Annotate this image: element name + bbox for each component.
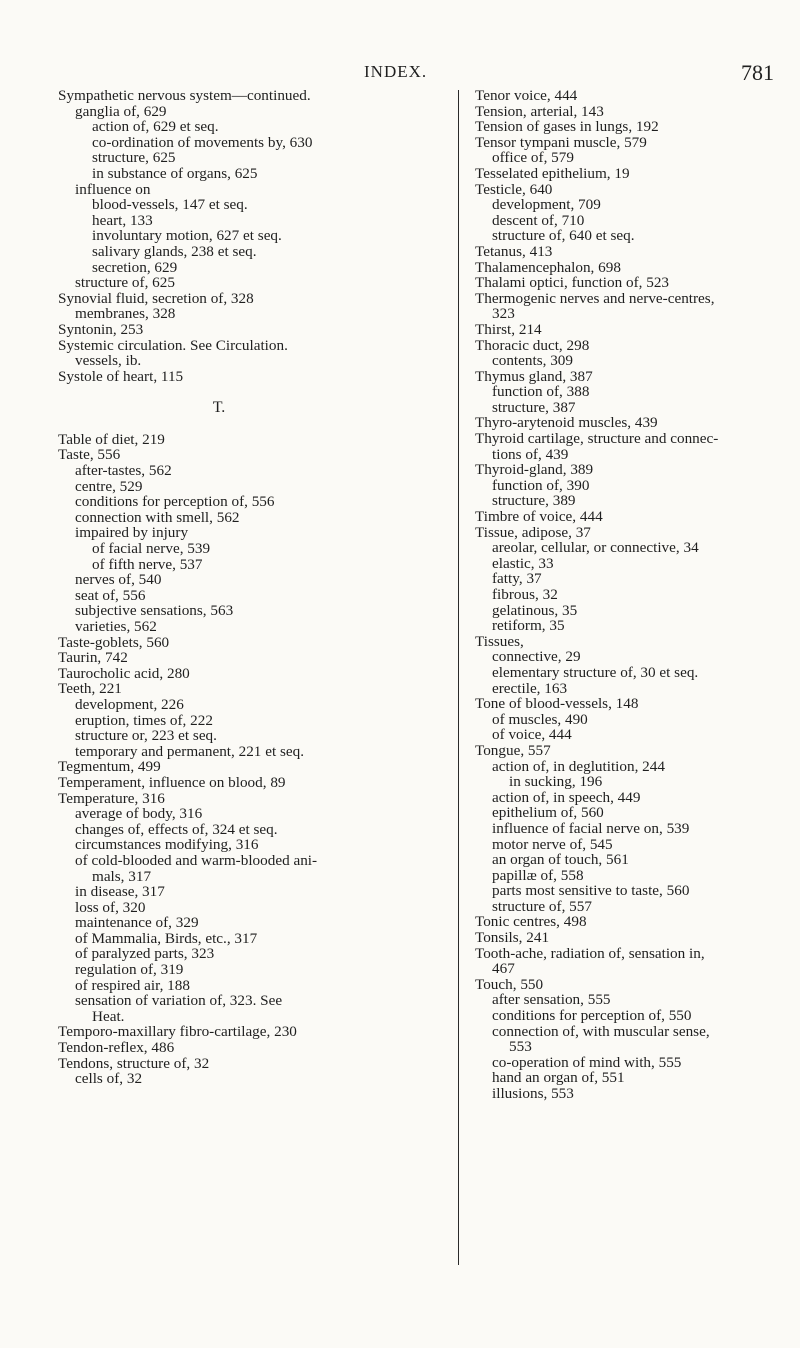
- index-subentry: motor nerve of, 545: [492, 835, 613, 853]
- index-subentry: descent of, 710: [492, 211, 585, 229]
- index-subentry: structure, 389: [492, 492, 576, 510]
- index-entry: Thyroid cartilage, structure and connec-: [475, 430, 719, 448]
- index-subentry: structure or, 223 et seq.: [75, 727, 217, 745]
- index-subentry: development, 226: [75, 695, 184, 713]
- index-entry: Thoracic duct, 298: [475, 336, 590, 354]
- index-subentry: after sensation, 555: [492, 991, 611, 1009]
- index-subentry: co-operation of mind with, 555: [492, 1053, 682, 1071]
- running-title: INDEX.: [364, 62, 428, 81]
- index-subentry: centre, 529: [75, 477, 143, 495]
- index-entry: Testicle, 640: [475, 180, 553, 198]
- index-subentry: function of, 388: [492, 383, 590, 401]
- index-subentry: 323: [492, 305, 515, 323]
- index-subentry: ganglia of, 629: [75, 102, 167, 120]
- index-entry: Systole of heart, 115: [58, 367, 184, 385]
- index-entry: Tension of gases in lungs, 192: [475, 118, 659, 136]
- index-entry: Syntonin, 253: [58, 320, 144, 338]
- index-entry: Taurin, 742: [58, 649, 128, 667]
- index-subentry: conditions for perception of, 550: [492, 1007, 692, 1025]
- index-entry: Tissue, adipose, 37: [475, 523, 591, 541]
- index-subentry: structure, 387: [492, 398, 576, 416]
- index-subentry: nerves of, 540: [75, 571, 162, 589]
- index-subentry: heart, 133: [92, 211, 153, 229]
- index-subentry: action of, 629 et seq.: [92, 118, 219, 136]
- index-subentry: impaired by injury: [75, 524, 189, 542]
- index-subentry: maintenance of, 329: [75, 914, 199, 932]
- index-entry: Touch, 550: [475, 975, 544, 993]
- index-subentry: co-ordination of movements by, 630: [92, 133, 313, 151]
- index-subentry: involuntary motion, 627 et seq.: [92, 227, 282, 245]
- index-subentry: office of, 579: [492, 149, 574, 167]
- index-column-left: [58, 88, 438, 1087]
- index-entry: Thalamencephalon, 698: [475, 258, 621, 276]
- index-subentry: erectile, 163: [492, 679, 568, 697]
- index-entry: Taste-goblets, 560: [58, 633, 170, 651]
- index-subentry: changes of, effects of, 324 et seq.: [75, 820, 278, 838]
- index-entry: Teeth, 221: [58, 680, 122, 698]
- section-letter-heading: T.: [212, 399, 226, 417]
- index-subentry: connective, 29: [492, 648, 581, 666]
- index-subentry: elementary structure of, 30 et seq.: [492, 663, 699, 681]
- index-entry: Tongue, 557: [475, 741, 551, 759]
- index-subentry: structure, 625: [92, 149, 176, 167]
- index-subentry: structure of, 625: [75, 274, 175, 292]
- index-entry: Sympathetic nervous system—continued.: [58, 87, 311, 104]
- index-entry: Timbre of voice, 444: [475, 508, 603, 526]
- page-header: [0, 62, 800, 88]
- index-subentry: fatty, 37: [492, 570, 542, 588]
- index-entry: Thirst, 214: [475, 320, 542, 338]
- index-entry: Tensor tympani muscle, 579: [475, 133, 647, 151]
- index-entry: Thymus gland, 387: [475, 367, 593, 385]
- index-subentry: of fifth nerve, 537: [92, 555, 203, 573]
- index-subentry: mals, 317: [92, 867, 152, 885]
- index-entry: Tendons, structure of, 32: [58, 1054, 210, 1072]
- index-subentry: connection with smell, 562: [75, 508, 240, 526]
- index-subentry: gelatinous, 35: [492, 601, 578, 619]
- index-subentry: circumstances modifying, 316: [75, 836, 259, 854]
- index-subentry: action of, in deglutition, 244: [492, 757, 665, 775]
- index-subentry: of respired air, 188: [75, 976, 190, 994]
- index-subentry: seat of, 556: [75, 586, 146, 604]
- index-entry: Tonsils, 241: [475, 929, 550, 947]
- index-entry: Tenor voice, 444: [475, 87, 578, 104]
- index-subentry: 553: [509, 1038, 532, 1056]
- index-entry: Taste, 556: [58, 446, 121, 464]
- index-entry: Tension, arterial, 143: [475, 102, 604, 120]
- index-subentry: 467: [492, 960, 515, 978]
- index-subentry: secretion, 629: [92, 258, 178, 276]
- index-subentry: blood-vessels, 147 et seq.: [92, 196, 248, 214]
- section-spacer: [58, 384, 438, 400]
- index-subentry: hand an organ of, 551: [492, 1069, 625, 1087]
- index-entry: Tendon-reflex, 486: [58, 1039, 175, 1057]
- index-entry: Tesselated epithelium, 19: [475, 164, 630, 182]
- index-entry: Thermogenic nerves and nerve-centres,: [475, 289, 715, 307]
- index-subentry: in sucking, 196: [509, 773, 603, 791]
- index-subentry: retiform, 35: [492, 617, 565, 635]
- index-subentry: subjective sensations, 563: [75, 602, 234, 620]
- index-entry: Tissues,: [475, 632, 524, 650]
- index-subentry: areolar, cellular, or connective, 34: [492, 539, 699, 557]
- index-subentry: fibrous, 32: [492, 586, 558, 603]
- index-entry: Tonic centres, 498: [475, 913, 587, 931]
- index-subentry: varieties, 562: [75, 618, 157, 635]
- index-subentry: temporary and permanent, 221 et seq.: [75, 742, 304, 760]
- index-subentry: function of, 390: [492, 476, 590, 494]
- index-subentry: average of body, 316: [75, 805, 203, 823]
- index-entry: Thalami optici, function of, 523: [475, 274, 670, 292]
- index-subentry: of paralyzed parts, 323: [75, 945, 215, 963]
- index-subentry: an organ of touch, 561: [492, 851, 629, 869]
- index-subentry: of voice, 444: [492, 726, 572, 744]
- index-entry: Synovial fluid, secretion of, 328: [58, 289, 254, 307]
- index-subentry: sensation of variation of, 323. See: [75, 992, 283, 1010]
- index-entry: Temporo-maxillary fibro-cartilage, 230: [58, 1023, 297, 1041]
- index-entry: Tooth-ache, radiation of, sensation in,: [475, 944, 705, 962]
- index-subentry: contents, 309: [492, 352, 573, 370]
- index-entry: Tetanus, 413: [475, 242, 553, 260]
- index-subentry: after-tastes, 562: [75, 462, 172, 480]
- index-subentry: influence on: [75, 180, 151, 198]
- index-subentry: vessels, ib.: [75, 352, 142, 370]
- index-entry: Tegmentum, 499: [58, 758, 161, 776]
- section-spacer: [58, 416, 438, 432]
- index-entry: Systemic circulation. See Circulation.: [58, 336, 288, 354]
- index-subentry: epithelium of, 560: [492, 804, 604, 822]
- column-divider: [458, 90, 459, 1265]
- index-subentry: parts most sensitive to taste, 560: [492, 882, 690, 900]
- index-subentry: papillæ of, 558: [492, 866, 584, 884]
- index-subentry: regulation of, 319: [75, 961, 184, 979]
- index-subentry: eruption, times of, 222: [75, 711, 213, 729]
- index-subentry: development, 709: [492, 196, 601, 214]
- index-subentry: in substance of organs, 625: [92, 164, 258, 182]
- index-subentry: cells of, 32: [75, 1070, 143, 1088]
- page-number: 781: [741, 60, 774, 85]
- index-subentry: of facial nerve, 539: [92, 540, 211, 558]
- index-subentry: elastic, 33: [492, 554, 554, 572]
- index-entry: Temperament, influence on blood, 89: [58, 773, 286, 791]
- index-subentry: structure of, 557: [492, 897, 592, 915]
- index-subentry: action of, in speech, 449: [492, 788, 641, 806]
- index-subentry: loss of, 320: [75, 898, 146, 916]
- index-subentry: tions of, 439: [492, 445, 569, 463]
- index-subentry: conditions for perception of, 556: [75, 493, 275, 511]
- index-entry: Tone of blood-vessels, 148: [475, 695, 639, 713]
- index-subentry: influence of facial nerve on, 539: [492, 819, 690, 837]
- index-subentry: of cold-blooded and warm-blooded ani-: [75, 851, 318, 869]
- index-subentry: connection of, with muscular sense,: [492, 1022, 710, 1040]
- index-subentry: membranes, 328: [75, 305, 176, 323]
- index-entry: Table of diet, 219: [58, 430, 165, 448]
- index-subentry: structure of, 640 et seq.: [492, 227, 635, 245]
- index-entry: Temperature, 316: [58, 789, 165, 807]
- index-subentry: illusions, 553: [492, 1085, 574, 1102]
- index-entry: Taurocholic acid, 280: [58, 664, 190, 682]
- index-entry: Thyro-arytenoid muscles, 439: [475, 414, 658, 432]
- index-subentry: Heat.: [92, 1007, 125, 1025]
- index-subentry: salivary glands, 238 et seq.: [92, 242, 257, 260]
- index-entry: Thyroid-gland, 389: [475, 461, 594, 479]
- index-subentry: in disease, 317: [75, 883, 165, 901]
- index-subentry: of Mammalia, Birds, etc., 317: [75, 929, 258, 947]
- index-column-right: [475, 88, 793, 1102]
- index-subentry: of muscles, 490: [492, 710, 588, 728]
